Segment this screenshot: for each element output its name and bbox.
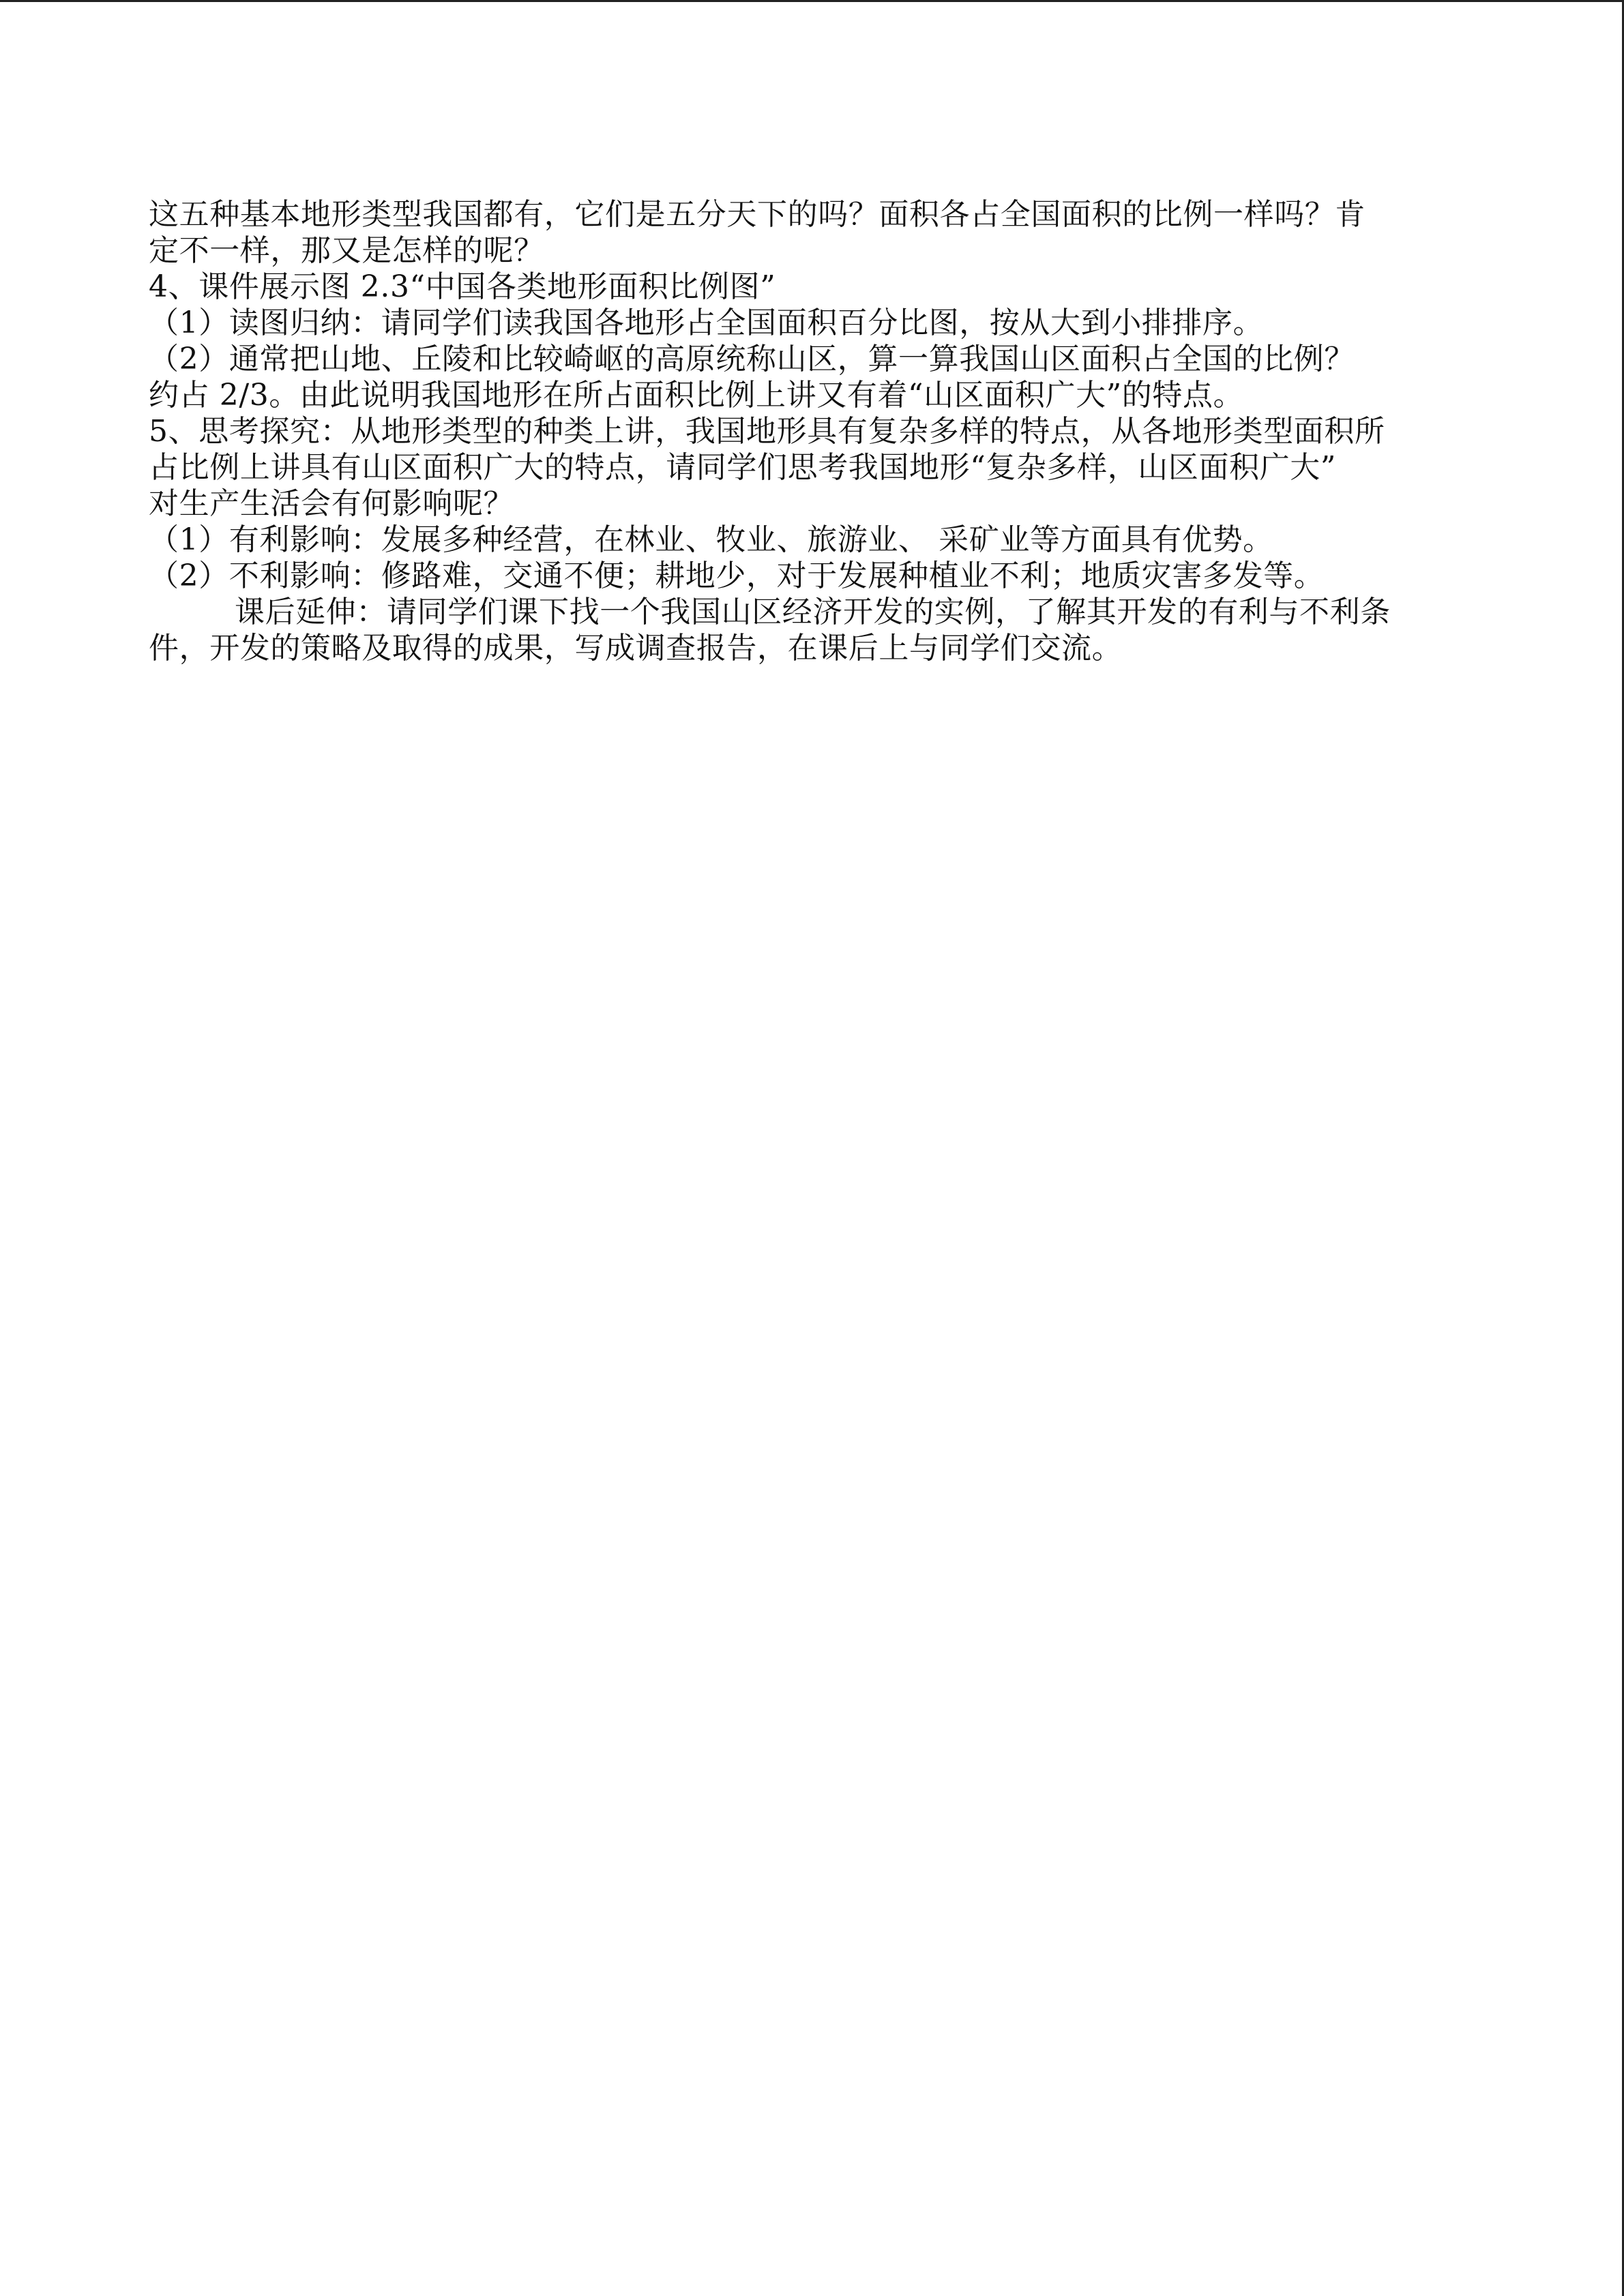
page-top-border xyxy=(0,0,1624,2)
list-item: （1）有利影响：发展多种经营，在林业、牧业、旅游业、 采矿业等方面具有优势。 xyxy=(149,522,1273,557)
paragraph-line: 约占 2/3。由此说明我国地形在所占面积比例上讲又有着“山区面积广大”的特点。 xyxy=(149,378,1244,413)
list-item: （2）通常把山地、丘陵和比较崎岖的高原统称山区，算一算我国山区面积占全国的比例？ xyxy=(149,342,1355,376)
list-item: （1）读图归纳：请同学们读我国各地形占全国面积百分比图，按从大到小排排序。 xyxy=(149,305,1264,340)
paragraph-line: 占比例上讲具有山区面积广大的特点，请同学们思考我国地形“复杂多样，山区面积广大” xyxy=(149,450,1336,485)
paragraph-line: 件，开发的策略及取得的成果，写成调查报告，在课后上与同学们交流。 xyxy=(149,631,1123,666)
paragraph-line: 课后延伸：请同学们课下找一个我国山区经济开发的实例，了解其开发的有利与不利条 xyxy=(235,595,1391,629)
document-body xyxy=(149,196,1479,666)
paragraph-line: 定不一样，那又是怎样的呢？ xyxy=(149,233,544,268)
list-item: （2）不利影响：修路难，交通不便；耕地少，对于发展种植业不利；地质灾害多发等。 xyxy=(149,558,1325,593)
section-heading: 4、课件展示图 2.3“中国各类地形面积比例图” xyxy=(149,269,776,304)
paragraph-line: 对生产生活会有何影响呢？ xyxy=(149,486,514,521)
section-heading: 5、思考探究：从地形类型的种类上讲，我国地形具有复杂多样的特点，从各地形类型面积所 xyxy=(149,414,1385,449)
paragraph-line: 这五种基本地形类型我国都有，它们是五分天下的吗？面积各占全国面积的比例一样吗？肯 xyxy=(149,197,1365,232)
